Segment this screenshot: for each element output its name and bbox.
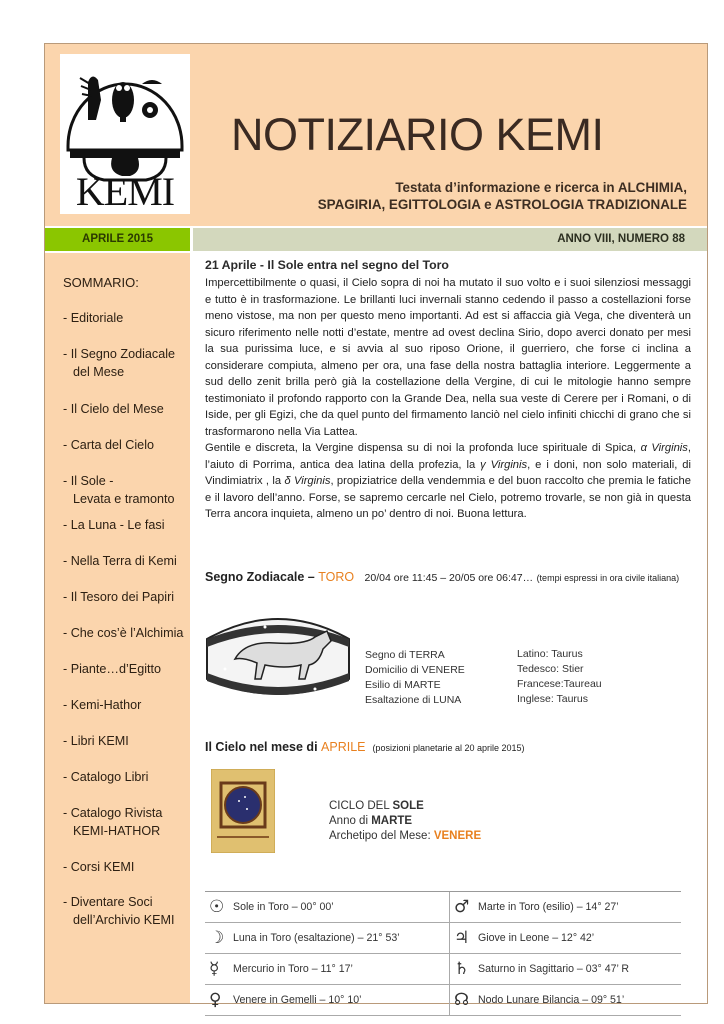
planet-positions-table [205, 891, 681, 1016]
saturn-icon: ♄ [454, 959, 470, 979]
sky-month: APRILE [321, 740, 366, 754]
summary-title: SOMMARIO: [63, 275, 139, 290]
planet-cell: ♃ Giove in Leone – 12° 42’ [449, 923, 688, 953]
zodiac-heading: Segno Zodiacale – TORO 20/04 ore 11:45 – 20/05 ore 06:47… (tempi espressi in ora civile italiana) [205, 570, 680, 584]
summary-item-label: - Che cos’è l’Alchimia [63, 626, 184, 640]
summary-item[interactable] [63, 400, 188, 418]
summary-sidebar [45, 253, 190, 1003]
subtitle-line: SPAGIRIA, EGITTOLOGIA e ASTROLOGIA TRADIZIONALE [317, 197, 687, 212]
sun-icon: ☉ [209, 897, 225, 917]
summary-item[interactable] [63, 588, 188, 606]
kemi-logo [60, 54, 190, 214]
summary-item-label: Levata e tramonto [73, 492, 175, 506]
subtitle-line: Testata d’informazione e ricerca in ALCHIMIA, [395, 180, 687, 195]
planet-cell: ♂ Marte in Toro (esilio) – 14° 27’ [449, 892, 688, 922]
issue-date: APRILE 2015 [45, 228, 190, 251]
table-row [205, 985, 681, 1016]
summary-item[interactable] [63, 696, 188, 714]
zodiac-property: Esaltazione di LUNA [365, 694, 462, 706]
summary-item-label: - Kemi-Hathor [63, 698, 142, 712]
table-row [205, 892, 681, 923]
zodiac-name: Francese:Taureau [517, 678, 602, 690]
mercury-icon: ☿ [209, 959, 220, 979]
article-paragraph: Impercettibilmente o quasi, il Cielo sopra di noi ha mutato il suo volto e i suoi silenziosi messaggi e tutto è in trasformazione. Le brillanti luci invernali stanno cedendo il passo a costellazioni forse meno vistose, ma non per questo meno importanti. Ad est si affaccia già Vega, che diventerà un sicuro riferimento nelle notti d’estate, mentre ad ovest declina Sirio, dopo averci donato per mesi la sua purissima luce, e si avvia al suo riposo Orione, il guerriero, che forse ci inclina a considerare compiuta, almeno per ora, una fase della nostra battaglia interiore. Leggermente a sud dello zenit brilla però già la costellazione della Vergine, di cui le mitologie hanno sempre testimoniato il profondo rapporto con la Grande Dea, nella sua veste di Cerere per i Romani, o di Iside, per gli Egizi, che da quel punto del firmamento lanciò nel cielo infiniti chicchi di grano che si trasformarono nella Via Lattea. [205, 277, 691, 438]
summary-item-label: - Il Sole - [63, 474, 114, 488]
article-title: 21 Aprile - Il Sole entra nel segno del Toro [205, 258, 449, 272]
zodiac-note: (tempi espressi in ora civile italiana) [536, 573, 680, 583]
planet-cell: ♀ Venere in Gemelli – 10° 10’ [205, 985, 443, 1015]
newsletter-page [44, 43, 708, 1010]
summary-item[interactable] [63, 732, 188, 750]
planet-cell: ♄ Saturno in Sagittario – 03° 47’ R [449, 954, 688, 984]
summary-item-label: - Diventare Soci [63, 895, 153, 909]
zodiac-name: Tedesco: Stier [517, 663, 584, 675]
zodiac-property: Esilio di MARTE [365, 679, 441, 691]
summary-item-label: - Il Cielo del Mese [63, 402, 164, 416]
summary-item[interactable] [63, 660, 188, 678]
lunar-node-icon: ☊ [454, 990, 470, 1010]
newsletter-subtitle [231, 179, 687, 213]
summary-item-label: KEMI-HATHOR [73, 824, 161, 838]
sky-note: (posizioni planetarie al 20 aprile 2015) [372, 743, 525, 753]
header [45, 44, 707, 226]
newsletter-title: NOTIZIARIO KEMI [231, 109, 604, 160]
summary-item[interactable] [63, 804, 188, 840]
year-line: Anno di MARTE [329, 815, 413, 827]
summary-item[interactable] [63, 309, 188, 327]
planet-cell: ☿ Mercurio in Toro – 11° 17’ [205, 954, 443, 984]
summary-item[interactable] [63, 624, 188, 642]
zodiac-property: Domicilio di VENERE [365, 664, 465, 676]
sky-cycle-info [329, 799, 481, 844]
summary-item-label: del Mese [73, 365, 125, 379]
summary-item[interactable] [63, 768, 188, 786]
table-row [205, 954, 681, 985]
cycle-line: CICLO DEL SOLE [329, 800, 424, 812]
logo-text: KEMI [75, 169, 175, 214]
issue-number: ANNO VIII, NUMERO 88 [193, 228, 707, 251]
article-paragraph: Gentile e discreta, la Vergine dispensa su di noi la profonda luce spirituale di Spica, α Virginis, l’aiuto di Porrima, antica dea latina della profezia, la γ Virginis, e i doni, non solo materiali, di Vindimiatrix , la δ Virginis, propiziatrice della vendemmia e del buon raccolto che premia le fatiche e il lavoro dell’anno. Forse, se sapremo cercarle nel Cielo, potremo trovarle, se non già in questa Terra ancora inquieta, almeno un po’ dentro di noi. Buona lettura. [205, 442, 691, 520]
papyrus-icon [211, 769, 275, 853]
zodiac-dates: 20/04 ore 11:45 – 20/05 ore 06:47… [364, 572, 534, 584]
article-body [205, 275, 691, 523]
summary-item-label: - Corsi KEMI [63, 860, 135, 874]
summary-item-label: - Carta del Cielo [63, 438, 154, 452]
venus-icon: ♀ [209, 990, 222, 1010]
zodiac-names [517, 647, 602, 707]
summary-item-label: - Catalogo Rivista [63, 806, 163, 820]
summary-item-label: - La Luna - Le fasi [63, 518, 165, 532]
summary-item-label: - Nella Terra di Kemi [63, 554, 177, 568]
archetype-line: Archetipo del Mese: VENERE [329, 830, 482, 842]
summary-item[interactable] [63, 345, 188, 381]
summary-item[interactable] [63, 516, 188, 534]
summary-item[interactable] [63, 472, 188, 508]
summary-item-label: - Il Segno Zodiacale [63, 347, 176, 361]
planet-cell: ☉ Sole in Toro – 00° 00’ [205, 892, 443, 922]
zodiac-name: Inglese: Taurus [517, 693, 589, 705]
sky-heading: Il Cielo nel mese di APRILE (posizioni planetarie al 20 aprile 2015) [205, 740, 525, 754]
summary-item[interactable] [63, 893, 188, 929]
zodiac-property: Segno di TERRA [365, 649, 445, 661]
zodiac-properties [365, 648, 465, 708]
planet-cell: ☊ Nodo Lunare Bilancia – 09° 51’ [449, 985, 688, 1015]
summary-item-label: - Catalogo Libri [63, 770, 149, 784]
planet-cell: ☽ Luna in Toro (esaltazione) – 21° 53’ [205, 923, 443, 953]
summary-item[interactable] [63, 552, 188, 570]
moon-icon: ☽ [209, 928, 225, 948]
zodiac-sign: TORO [318, 570, 355, 584]
summary-item-label: - Piante…d’Egitto [63, 662, 162, 676]
summary-item-label: - Libri KEMI [63, 734, 129, 748]
zodiac-name: Latino: Taurus [517, 648, 583, 660]
table-row [205, 923, 681, 954]
jupiter-icon: ♃ [454, 928, 470, 948]
summary-item-label: - Editoriale [63, 311, 124, 325]
mars-icon: ♂ [454, 897, 470, 917]
summary-item-label: dell’Archivio KEMI [73, 913, 175, 927]
summary-item[interactable] [63, 436, 188, 454]
taurus-bull-icon [205, 609, 351, 701]
summary-item-label: - Il Tesoro dei Papiri [63, 590, 175, 604]
summary-item[interactable] [63, 858, 188, 876]
